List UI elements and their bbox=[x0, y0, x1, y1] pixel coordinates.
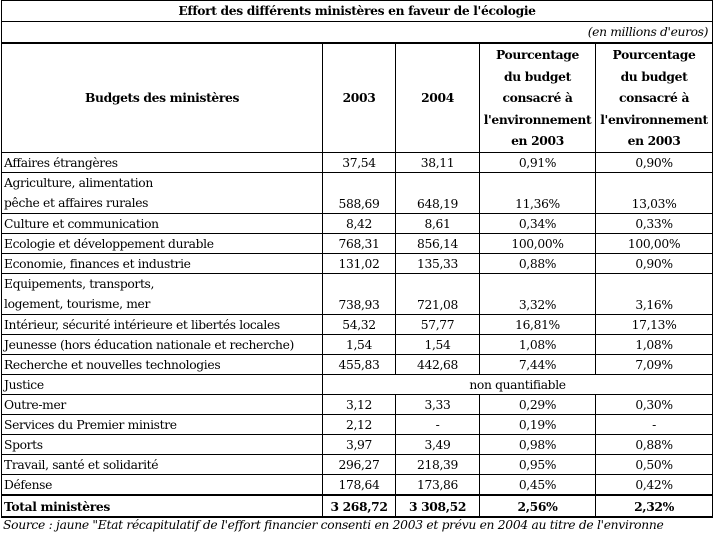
pct-1: 0,45% bbox=[480, 474, 596, 495]
pct-1: 16,81% bbox=[480, 314, 596, 334]
value-2004: 1,54 bbox=[396, 334, 480, 354]
value-2003: 8,42 bbox=[323, 213, 396, 233]
pct-1: 0,91% bbox=[480, 152, 596, 172]
row-label-line: Agriculture, alimentation bbox=[4, 175, 153, 190]
pct-1: 0,95% bbox=[480, 454, 596, 474]
row-label bbox=[2, 414, 323, 434]
pct-2: 0,88% bbox=[596, 434, 713, 454]
value-2004: 38,11 bbox=[396, 152, 480, 172]
pct-2: 0,33% bbox=[596, 213, 713, 233]
total-2004: 3 308,52 bbox=[396, 495, 480, 517]
header-percentage-1 bbox=[480, 43, 596, 152]
value-2003: 1,54 bbox=[323, 334, 396, 354]
pct-1: 11,36% bbox=[480, 172, 596, 213]
pct-2: 100,00% bbox=[596, 233, 713, 253]
row-label-line: Recherche et nouvelles technologies bbox=[4, 357, 221, 372]
pct-1: 7,44% bbox=[480, 354, 596, 374]
row-label-line: Ecologie et développement durable bbox=[4, 236, 214, 251]
table-row bbox=[2, 414, 713, 434]
pct-2: 0,90% bbox=[596, 253, 713, 273]
pct-2: - bbox=[596, 414, 713, 434]
header-2003: 2003 bbox=[323, 43, 396, 152]
value-2003: 3,97 bbox=[323, 434, 396, 454]
header-percentage-1-line: consacré à bbox=[502, 90, 573, 105]
row-label-line: Culture et communication bbox=[4, 216, 159, 231]
table-row bbox=[2, 314, 713, 334]
row-label bbox=[2, 314, 323, 334]
unit-note: (en millions d'euros) bbox=[2, 22, 713, 44]
value-2004: 856,14 bbox=[396, 233, 480, 253]
row-label-line: Services du Premier ministre bbox=[4, 417, 177, 432]
row-label-line: Jeunesse (hors éducation nationale et recherche) bbox=[4, 337, 294, 352]
value-2003: 37,54 bbox=[323, 152, 396, 172]
header-percentage-2-line: du budget bbox=[620, 68, 688, 84]
row-label bbox=[2, 354, 323, 374]
pct-1: 0,19% bbox=[480, 414, 596, 434]
value-2004: 173,86 bbox=[396, 474, 480, 495]
pct-2: 13,03% bbox=[596, 172, 713, 213]
table-row bbox=[2, 434, 713, 454]
total-pct-1: 2,56% bbox=[480, 495, 596, 517]
value-2004: 8,61 bbox=[396, 213, 480, 233]
table-row bbox=[2, 273, 713, 314]
value-2003: 54,32 bbox=[323, 314, 396, 334]
header-percentage-1-line: l'environnement bbox=[483, 111, 592, 127]
row-label-line: Défense bbox=[4, 477, 53, 492]
pct-1: 1,08% bbox=[480, 334, 596, 354]
pct-2: 0,50% bbox=[596, 454, 713, 474]
total-row bbox=[2, 495, 713, 517]
value-2003: 455,83 bbox=[323, 354, 396, 374]
row-label bbox=[2, 253, 323, 273]
pct-2: 0,42% bbox=[596, 474, 713, 495]
table-row bbox=[2, 172, 713, 213]
value-2004: 648,19 bbox=[396, 172, 480, 213]
value-2003: 2,12 bbox=[323, 414, 396, 434]
header-percentage-1-line: du budget bbox=[504, 68, 571, 84]
value-2004: 3,49 bbox=[396, 434, 480, 454]
table-row bbox=[2, 152, 713, 172]
pct-2: 3,16% bbox=[596, 273, 713, 314]
pct-2: 0,30% bbox=[596, 394, 713, 414]
row-label-line: logement, tourisme, mer bbox=[4, 296, 151, 311]
row-label bbox=[2, 474, 323, 495]
value-2003: 178,64 bbox=[323, 474, 396, 495]
row-label-line: Equipements, transports, bbox=[4, 276, 155, 291]
table-row bbox=[2, 454, 713, 474]
value-2003: 588,69 bbox=[323, 172, 396, 213]
table-row bbox=[2, 354, 713, 374]
table-row bbox=[2, 334, 713, 354]
row-label-line: pêche et affaires rurales bbox=[4, 195, 149, 210]
header-percentage-2-line: en 2003 bbox=[627, 133, 681, 148]
value-2004: 218,39 bbox=[396, 454, 480, 474]
value-2004: 57,77 bbox=[396, 314, 480, 334]
header-percentage-1-line: en 2003 bbox=[511, 133, 564, 148]
table-row bbox=[2, 233, 713, 253]
header-percentage-1-line: Pourcentage bbox=[495, 47, 579, 62]
row-label bbox=[2, 374, 323, 394]
row-label bbox=[2, 454, 323, 474]
pct-2: 17,13% bbox=[596, 314, 713, 334]
value-2003: 131,02 bbox=[323, 253, 396, 273]
value-2003: 3,12 bbox=[323, 394, 396, 414]
spreadsheet bbox=[1, 0, 712, 532]
source-note: Source : jaune "Etat récapitulatif de l'effort financier consenti en 2003 et prévu en 2004 au titre de l'environne bbox=[3, 518, 664, 532]
header-2004: 2004 bbox=[396, 43, 480, 152]
value-2003: 296,27 bbox=[323, 454, 396, 474]
value-2003: 768,31 bbox=[323, 233, 396, 253]
header-percentage-2-line: l'environnement bbox=[600, 111, 708, 127]
row-label bbox=[2, 172, 323, 213]
row-label-line: Justice bbox=[4, 377, 44, 392]
row-label-line: Sports bbox=[4, 437, 43, 452]
header-percentage-2-line: consacré à bbox=[619, 90, 690, 105]
row-label bbox=[2, 233, 323, 253]
table-row bbox=[2, 213, 713, 233]
total-pct-2: 2,32% bbox=[596, 495, 713, 517]
pct-2: 1,08% bbox=[596, 334, 713, 354]
row-label-line: Affaires étrangères bbox=[4, 155, 118, 170]
pct-1: 3,32% bbox=[480, 273, 596, 314]
value-2004: 721,08 bbox=[396, 273, 480, 314]
value-2004: 442,68 bbox=[396, 354, 480, 374]
row-label bbox=[2, 394, 323, 414]
row-label bbox=[2, 273, 323, 314]
row-label-line: Outre-mer bbox=[4, 397, 66, 412]
pct-1: 100,00% bbox=[480, 233, 596, 253]
header-percentage-2 bbox=[596, 43, 713, 152]
total-label: Total ministères bbox=[2, 495, 323, 517]
header-percentage-2-line: Pourcentage bbox=[612, 47, 696, 62]
pct-1: 0,29% bbox=[480, 394, 596, 414]
row-label-line: Economie, finances et industrie bbox=[4, 256, 191, 271]
pct-2: 0,90% bbox=[596, 152, 713, 172]
table-title: Effort des différents ministères en faveur de l'écologie bbox=[2, 1, 713, 22]
table-row bbox=[2, 474, 713, 495]
value-2004: - bbox=[396, 414, 480, 434]
pct-1: 0,98% bbox=[480, 434, 596, 454]
value-2003: 738,93 bbox=[323, 273, 396, 314]
header-budgets: Budgets des ministères bbox=[2, 43, 323, 152]
table-row bbox=[2, 394, 713, 414]
row-label bbox=[2, 334, 323, 354]
table-row bbox=[2, 374, 713, 394]
row-label-line: Travail, santé et solidarité bbox=[4, 457, 159, 472]
value-2004: 3,33 bbox=[396, 394, 480, 414]
pct-1: 0,88% bbox=[480, 253, 596, 273]
total-2003: 3 268,72 bbox=[323, 495, 396, 517]
pct-2: 7,09% bbox=[596, 354, 713, 374]
row-span-value: non quantifiable bbox=[323, 374, 713, 394]
pct-1: 0,34% bbox=[480, 213, 596, 233]
row-label-line: Intérieur, sécurité intérieure et libertés locales bbox=[4, 317, 280, 332]
row-label bbox=[2, 434, 323, 454]
row-label bbox=[2, 213, 323, 233]
budget-table bbox=[1, 0, 713, 518]
table-row bbox=[2, 253, 713, 273]
value-2004: 135,33 bbox=[396, 253, 480, 273]
row-label bbox=[2, 152, 323, 172]
